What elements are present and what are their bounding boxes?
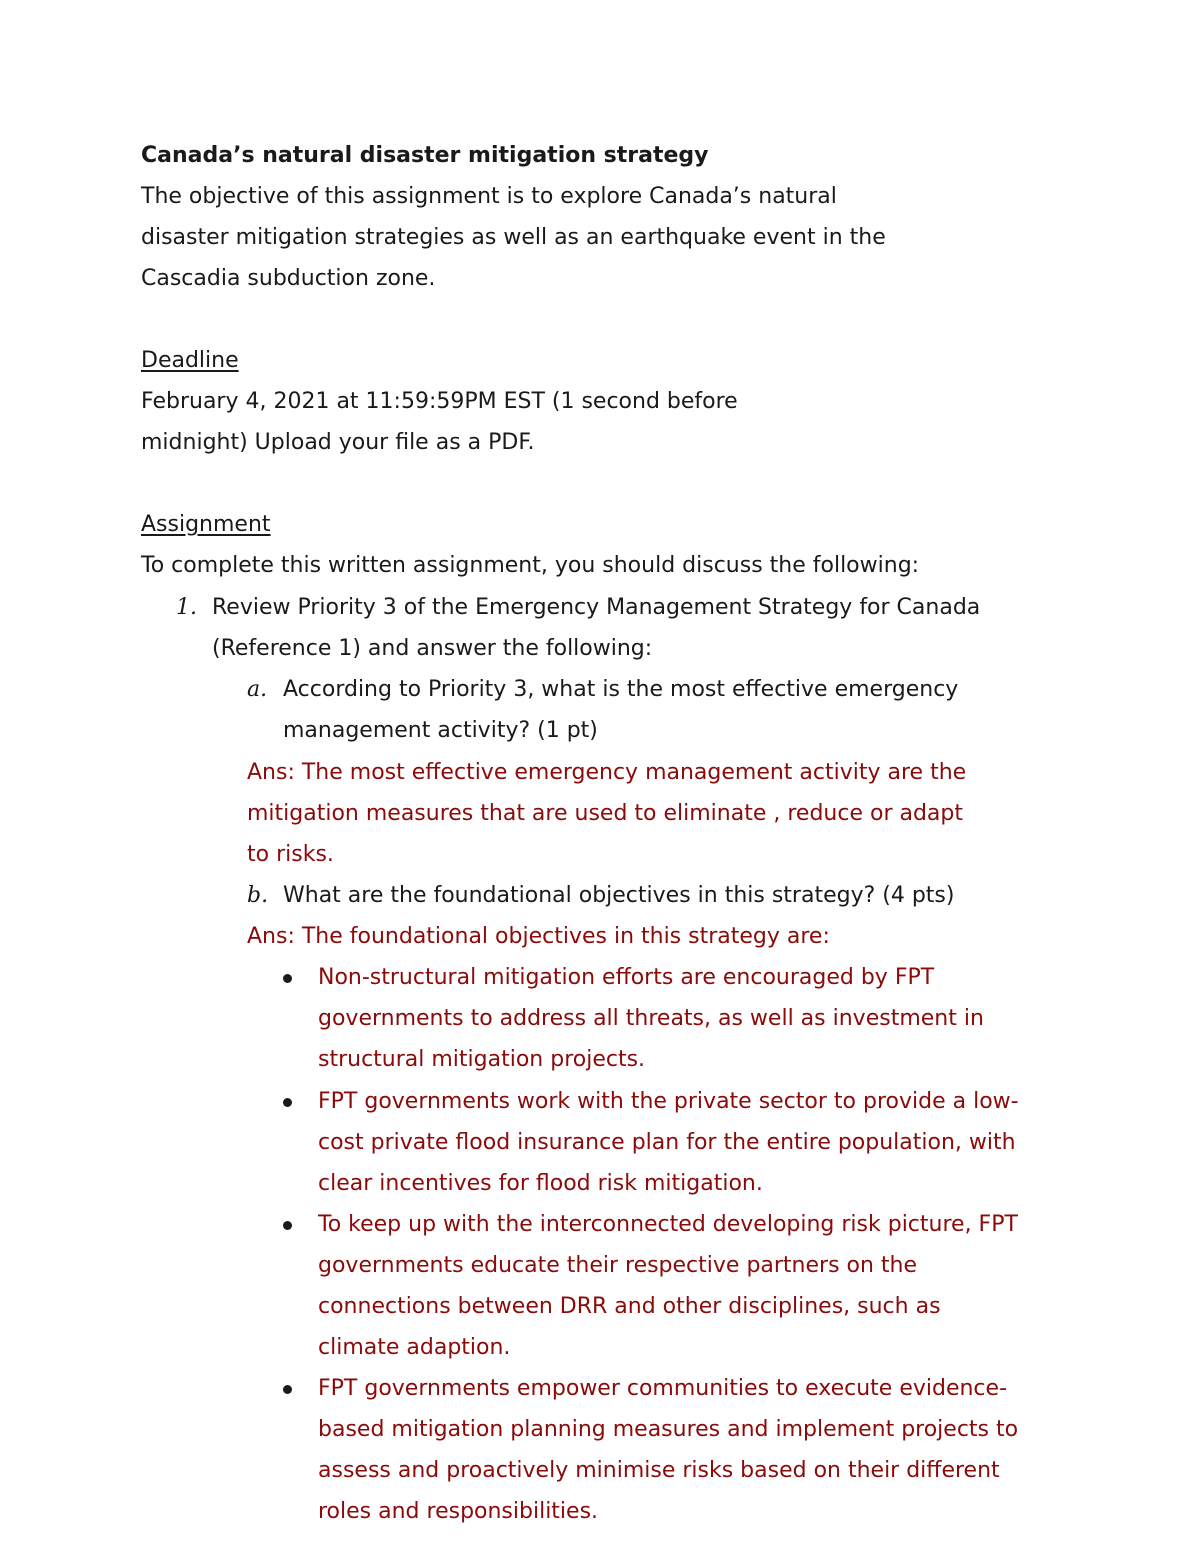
bullet-icon — [283, 974, 292, 983]
answer-a-line: mitigation measures that are used to eliminate , reduce or adapt — [247, 801, 963, 826]
bullet-line: structural mitigation projects. — [318, 1047, 646, 1072]
bullet-icon — [283, 1221, 292, 1230]
bullet-icon — [283, 1098, 292, 1107]
bullet-line: governments to address all threats, as well as investment in — [318, 1006, 984, 1031]
answer-a-line: Ans: The most effective emergency management activity are the — [247, 760, 967, 785]
bullet-icon — [283, 1385, 292, 1394]
bullet-line: clear incentives for flood risk mitigation. — [318, 1171, 763, 1196]
assignment-intro: To complete this written assignment, you should discuss the following: — [141, 553, 920, 578]
bullet-line: roles and responsibilities. — [318, 1499, 599, 1524]
answer-a-line: to risks. — [247, 842, 334, 867]
list-marker-a: a. — [247, 677, 268, 702]
list-marker-1: 1. — [176, 595, 197, 620]
document-title: Canada’s natural disaster mitigation strategy — [141, 143, 709, 168]
bullet-line: assess and proactively minimise risks based on their different — [318, 1458, 1000, 1483]
sub-a-line: According to Priority 3, what is the most effective emergency — [283, 677, 959, 702]
answer-b-intro: Ans: The foundational objectives in this strategy are: — [247, 924, 830, 949]
deadline-line: February 4, 2021 at 11:59:59PM EST (1 second before — [141, 389, 738, 414]
intro-line: disaster mitigation strategies as well as an earthquake event in the — [141, 225, 886, 250]
bullet-line: governments educate their respective partners on the — [318, 1253, 918, 1278]
assignment-heading: Assignment — [141, 512, 271, 537]
item1-line: Review Priority 3 of the Emergency Management Strategy for Canada — [212, 595, 981, 620]
bullet-line: FPT governments work with the private sector to provide a low- — [318, 1089, 1019, 1114]
intro-line: Cascadia subduction zone. — [141, 266, 436, 291]
bullet-line: cost private flood insurance plan for the entire population, with — [318, 1130, 1016, 1155]
bullet-line: To keep up with the interconnected developing risk picture, FPT — [318, 1212, 1018, 1237]
item1-line: (Reference 1) and answer the following: — [212, 636, 653, 661]
bullet-line: Non-structural mitigation efforts are encouraged by FPT — [318, 965, 935, 990]
deadline-heading: Deadline — [141, 348, 239, 373]
deadline-line: midnight) Upload your file as a PDF. — [141, 430, 535, 455]
list-marker-b: b. — [247, 883, 269, 908]
bullet-line: based mitigation planning measures and implement projects to — [318, 1417, 1019, 1442]
bullet-line: climate adaption. — [318, 1335, 511, 1360]
intro-line: The objective of this assignment is to explore Canada’s natural — [141, 184, 837, 209]
bullet-line: FPT governments empower communities to execute evidence- — [318, 1376, 1008, 1401]
bullet-line: connections between DRR and other disciplines, such as — [318, 1294, 941, 1319]
sub-a-line: management activity? (1 pt) — [283, 718, 598, 743]
sub-b-line: What are the foundational objectives in this strategy? (4 pts) — [283, 883, 955, 908]
